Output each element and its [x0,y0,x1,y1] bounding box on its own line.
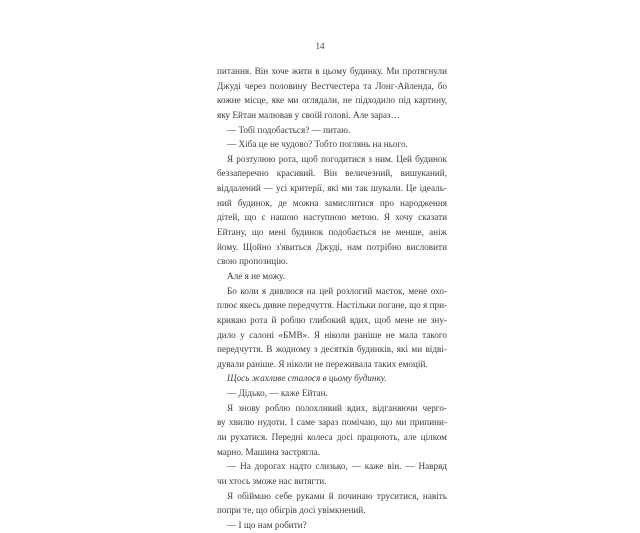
text-line: йому. Щойно з'явиться Джуді, нам потрібно висловити [217,241,447,252]
text-line: питання. Він хоче жити в цьому будинку. Ми протягнули [217,66,447,76]
text-line: беззаперечно красивий. Він величезний, вишуканий, [217,168,447,179]
text-line: — На дорогах надто слизько, — каже він. — Навряд [227,461,447,472]
text-line: — І що нам робити? [227,519,307,530]
text-line: Джуді через половину Вестчестера та Лонг-Айленда, бо [217,80,447,91]
text-line: ний будинок, де можна замислитися про народження [217,197,447,208]
text-line: Я обіймаю себе руками й починаю труситися, навіть [227,490,447,501]
text-line: свою пропозицію. [217,256,288,267]
text-line: ву хвилю нудоти. І саме зараз помічаю, що ми припини- [217,417,447,428]
text-line: — Тобі подобається? — питаю. [227,124,351,135]
text-line: Я знову роблю полохливий вдих, відганяючи черго- [227,402,447,413]
text-line: марно. Машина застрягла. [217,446,321,457]
text-line: криваю рота й роблю глибокий вдих, щоб мене не зну- [217,314,447,325]
text-line: дило у салоні «БМВ». Я ніколи раніше не мала такого [217,329,447,340]
text-line: Я розтулюю рота, щоб погодитися з ним. Цей будинок [227,153,447,164]
text-line: Але я не можу. [227,270,285,281]
text-line: передчуття. В жодному з десятків будинків, які ми відві- [217,344,447,355]
italic-text-line: Щось жахливе сталося в цьому будинку. [227,373,387,384]
text-line: — Хіба це не чудово? Тобто поглянь на нього. [227,139,408,150]
text-line: ли рухатися. Передні колеса досі працюють, але цілком [217,432,447,443]
text-line: — Дідько, — каже Ейтан. [227,388,328,399]
text-line: дітей, що є нашою наступною метою. Я хочу сказати [217,212,447,223]
text-line: дували раніше. Я ніколи не переживала таких емоцій. [217,358,428,369]
body-text [217,64,447,533]
text-line: кожне місце, яке ми оглядали, не підходило під картину, [217,95,447,106]
page-number: 14 [315,41,325,51]
text-line: яку Ейтан малював у своїй голові. Але зараз… [217,109,400,120]
text-line: попри те, що обігрів досі увімкнений. [217,505,366,516]
text-line: плює якесь дивне передчуття. Настільки погане, що я при- [217,300,448,311]
text-line: Бо коли я дивлюся на цей розлогий маєток, мене охо- [227,285,447,296]
text-line: віддалений — усі критерії, які ми так шукали. Це ідеаль- [217,183,447,194]
text-line: чи хтось зможе нас витягти. [217,475,327,486]
text-line: Ейтану, що мені будинок подобається не менше, аніж [217,227,447,238]
